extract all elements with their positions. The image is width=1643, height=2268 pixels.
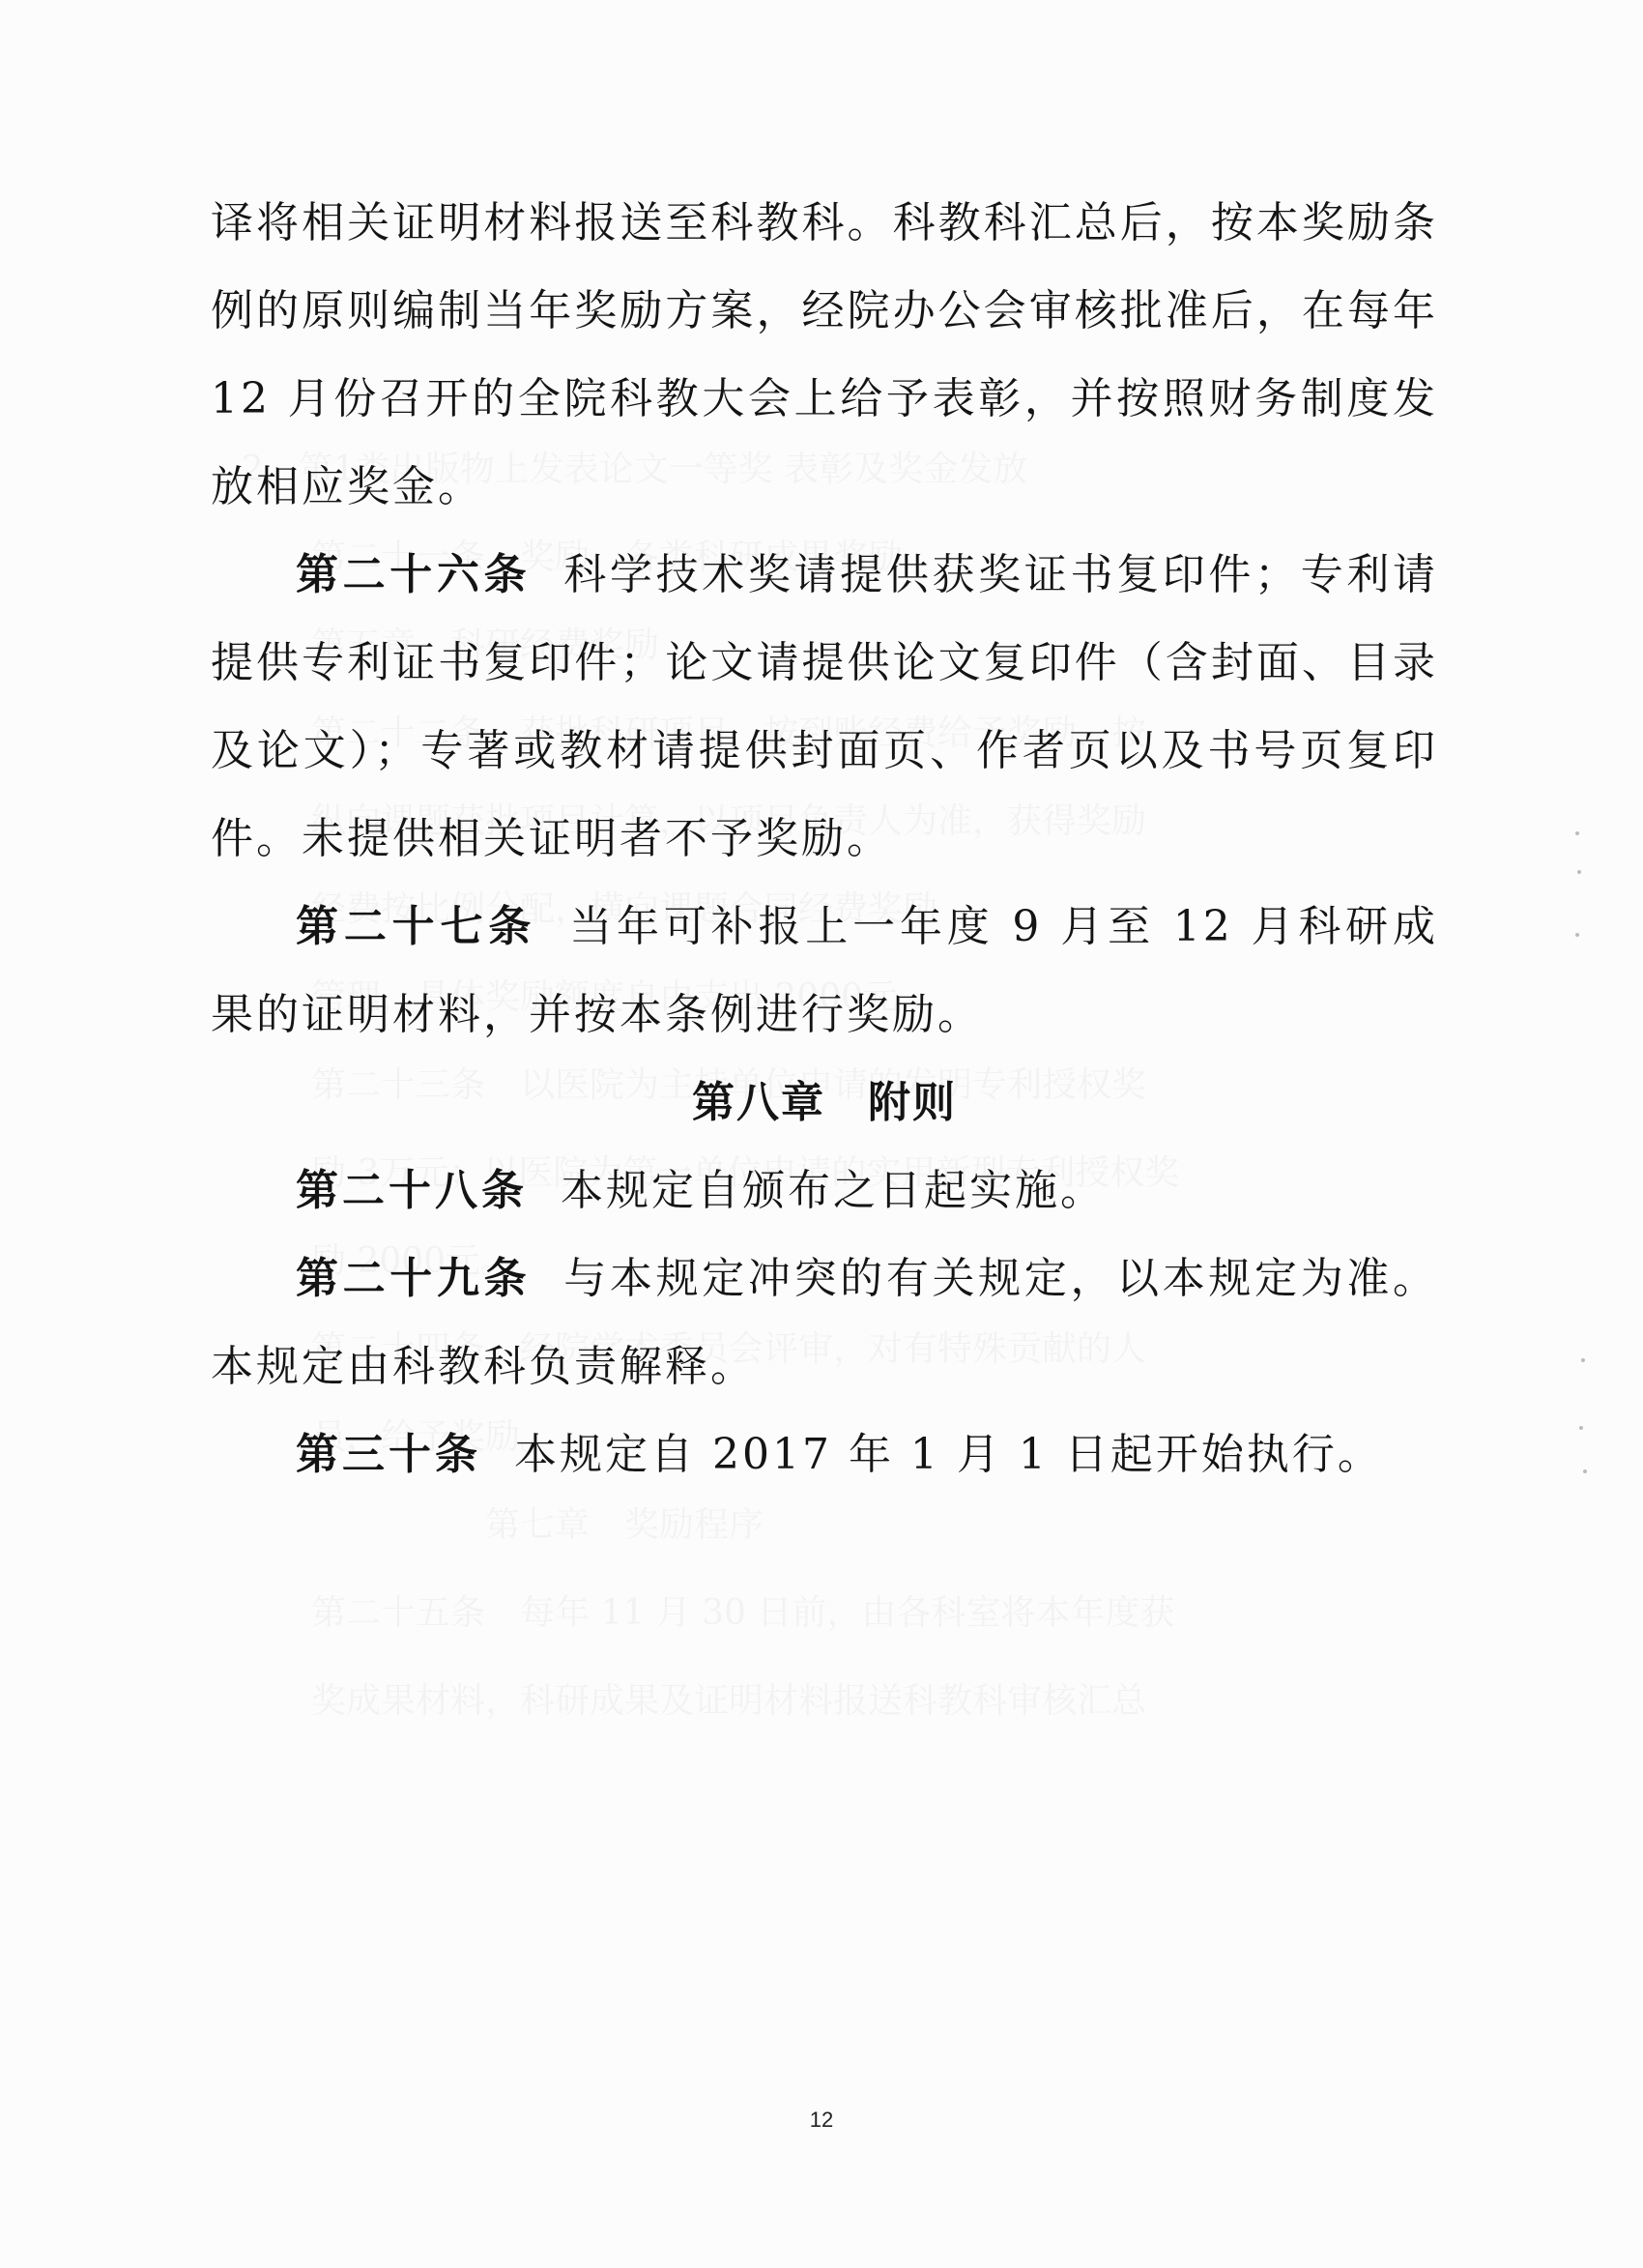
article-text: 科学技术奖请提供获奖证书复印件；专利请提供专利证书复印件；论文请提供论文复印件（含封面、目录及论文）；专著或教材请提供封面页、作者页以及书号页复印件。未提供相关证明者不予奖励。 <box>211 550 1439 863</box>
article-26 <box>211 531 1438 883</box>
scan-speck <box>1579 1426 1583 1430</box>
article-29 <box>211 1235 1438 1410</box>
article-heading: 第二十八条 <box>296 1166 528 1215</box>
scan-speck <box>1583 1469 1587 1473</box>
paragraph-continuation <box>211 179 1438 531</box>
chapter-number: 第八章 <box>692 1078 825 1127</box>
chapter-title: 附则 <box>868 1078 957 1127</box>
paragraph-text: 译将相关证明材料报送至科教科。科教科汇总后，按本奖励条例的原则编制当年奖励方案，经院办公会审核批准后，在每年 12 月份召开的全院科教大会上给予表彰，并按照财务制度发放相应奖金。 <box>211 198 1438 511</box>
page-number: 12 <box>809 2108 834 2132</box>
article-text: 本规定自颁布之日起实施。 <box>561 1166 1106 1215</box>
article-text: 本规定自 2017 年 1 月 1 日起开始执行。 <box>514 1430 1383 1479</box>
article-heading: 第二十九条 <box>296 1254 532 1303</box>
scan-speck <box>1575 831 1579 835</box>
scan-speck <box>1577 870 1581 874</box>
scan-speck <box>1581 1358 1585 1362</box>
article-heading: 第三十条 <box>296 1430 481 1479</box>
article-text: 当年可补报上一年度 9 月至 12 月科研成果的证明材料，并按本条例进行奖励。 <box>211 902 1439 1039</box>
chapter-heading <box>211 1059 1438 1147</box>
document-body <box>211 179 1438 1498</box>
article-27 <box>211 883 1438 1059</box>
scan-speck <box>1575 933 1579 937</box>
article-text: 与本规定冲突的有关规定，以本规定为准。本规定由科教科负责解释。 <box>211 1254 1439 1391</box>
article-heading: 第二十七条 <box>296 902 537 951</box>
article-28 <box>211 1147 1438 1235</box>
article-30 <box>211 1410 1438 1498</box>
article-heading: 第二十六条 <box>296 550 532 599</box>
